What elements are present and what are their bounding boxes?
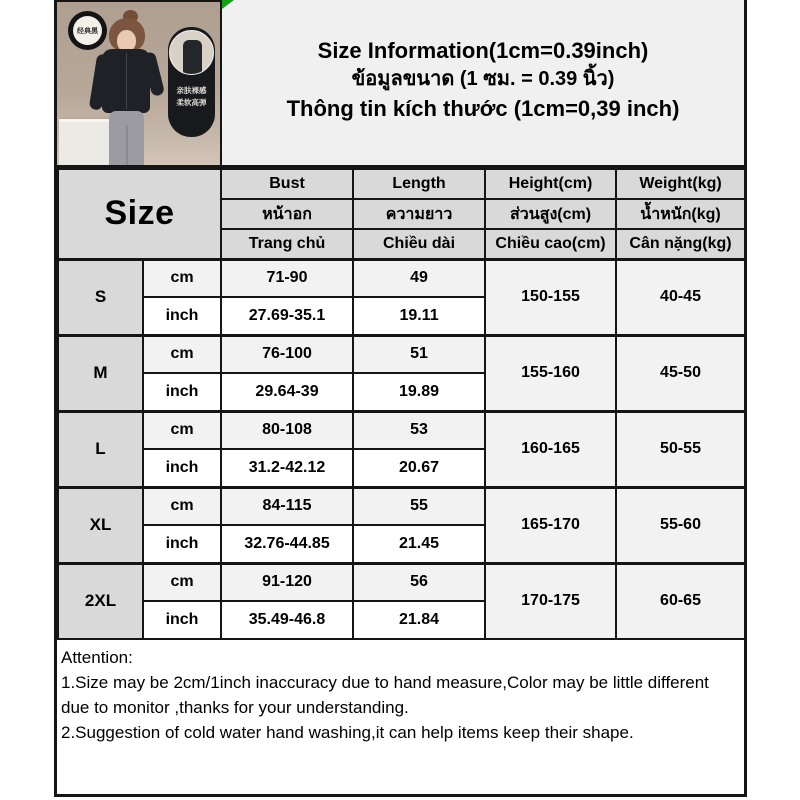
size-label: XL (58, 487, 143, 563)
inset-caption: 亲肤裸感 柔软高弹 (176, 86, 207, 107)
size-table-body (58, 259, 745, 639)
leggings (109, 111, 144, 165)
weight-header-en: Weight(kg) (616, 169, 745, 199)
size-table (57, 168, 746, 640)
height-value: 165-170 (485, 487, 616, 563)
length-cm-value: 55 (353, 487, 485, 525)
unit-label-cm: cm (143, 259, 221, 297)
length-inch-value: 19.11 (353, 297, 485, 335)
weight-header-th: น้ำหนัก(kg) (616, 199, 745, 229)
bust-inch-value: 27.69-35.1 (221, 297, 353, 335)
length-inch-value: 20.67 (353, 449, 485, 487)
bust-inch-value: 31.2-42.12 (221, 449, 353, 487)
attention-notes (57, 640, 744, 794)
height-value: 160-165 (485, 411, 616, 487)
bust-cm-value: 84-115 (221, 487, 353, 525)
unit-label-cm: cm (143, 563, 221, 601)
color-badge-label: 经典黑 (73, 16, 102, 45)
height-header-th: ส่วนสูง(cm) (485, 199, 616, 229)
size-row-2xl-cm (58, 563, 745, 601)
size-row-s-cm (58, 259, 745, 297)
pedestal-prop (59, 119, 115, 165)
size-row-xl-cm (58, 487, 745, 525)
product-photo (57, 0, 222, 165)
height-value: 155-160 (485, 335, 616, 411)
bust-header-th: หน้าอก (221, 199, 353, 229)
title-english: Size Information(1cm=0.39inch) (317, 38, 649, 63)
jacket-front (102, 49, 150, 113)
size-column-header: Size (58, 169, 221, 259)
height-value: 170-175 (485, 563, 616, 639)
zipper-line (126, 53, 127, 109)
bust-inch-value: 29.64-39 (221, 373, 353, 411)
length-inch-value: 21.45 (353, 525, 485, 563)
length-header-vi: Chiều dài (353, 229, 485, 259)
unit-label-inch: inch (143, 601, 221, 639)
back-view-inset (168, 27, 215, 137)
attention-heading: Attention: (61, 648, 133, 667)
bust-header-en: Bust (221, 169, 353, 199)
color-badge (68, 11, 107, 50)
bust-cm-value: 76-100 (221, 335, 353, 373)
attention-note-1: 1.Size may be 2cm/1inch inaccuracy due to hand measure,Color may be little different due to monitor ,thanks for your understanding. (61, 673, 709, 717)
unit-label-inch: inch (143, 373, 221, 411)
size-label: M (58, 335, 143, 411)
size-row-l-cm (58, 411, 745, 449)
height-value: 150-155 (485, 259, 616, 335)
title-vietnamese: Thông tin kích thước (1cm=0,39 inch) (286, 96, 680, 121)
size-chart-sheet (54, 0, 747, 797)
size-label: S (58, 259, 143, 335)
unit-label-cm: cm (143, 335, 221, 373)
weight-value: 50-55 (616, 411, 745, 487)
bust-inch-value: 35.49-46.8 (221, 601, 353, 639)
jacket-back (183, 40, 202, 74)
bust-cm-value: 91-120 (221, 563, 353, 601)
size-label: 2XL (58, 563, 143, 639)
weight-header-vi: Cân nặng(kg) (616, 229, 745, 259)
length-header-th: ความยาว (353, 199, 485, 229)
banner-row (57, 0, 744, 168)
length-cm-value: 51 (353, 335, 485, 373)
size-row-m-cm (58, 335, 745, 373)
height-header-vi: Chiều cao(cm) (485, 229, 616, 259)
length-inch-value: 19.89 (353, 373, 485, 411)
back-view-circle (169, 30, 214, 75)
bust-header-vi: Trang chủ (221, 229, 353, 259)
unit-label-cm: cm (143, 411, 221, 449)
length-header-en: Length (353, 169, 485, 199)
bust-cm-value: 71-90 (221, 259, 353, 297)
title-thai: ข้อมูลขนาด (1 ซม. = 0.39 นิ้ว) (351, 68, 615, 90)
attention-note-2: 2.Suggestion of cold water hand washing,it can help items keep their shape. (61, 723, 634, 742)
title-cell (222, 0, 744, 165)
weight-value: 55-60 (616, 487, 745, 563)
bust-inch-value: 32.76-44.85 (221, 525, 353, 563)
weight-value: 45-50 (616, 335, 745, 411)
cell-flag-triangle-icon (222, 0, 234, 9)
length-cm-value: 53 (353, 411, 485, 449)
length-inch-value: 21.84 (353, 601, 485, 639)
weight-value: 60-65 (616, 563, 745, 639)
length-cm-value: 49 (353, 259, 485, 297)
length-cm-value: 56 (353, 563, 485, 601)
size-label: L (58, 411, 143, 487)
unit-label-inch: inch (143, 297, 221, 335)
unit-label-inch: inch (143, 449, 221, 487)
unit-label-inch: inch (143, 525, 221, 563)
bust-cm-value: 80-108 (221, 411, 353, 449)
unit-label-cm: cm (143, 487, 221, 525)
weight-value: 40-45 (616, 259, 745, 335)
height-header-en: Height(cm) (485, 169, 616, 199)
